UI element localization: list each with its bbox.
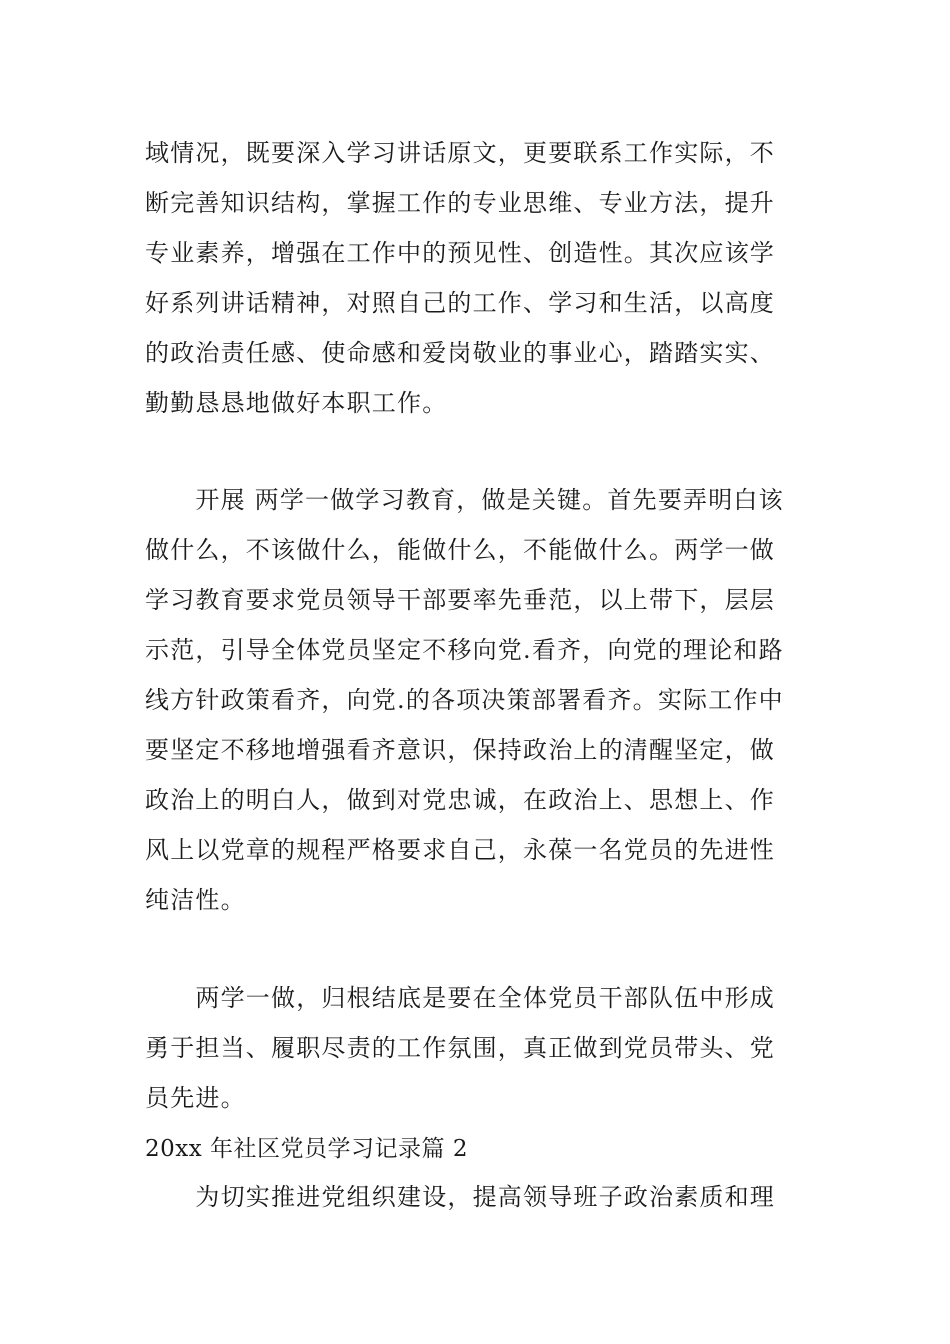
paragraph-1 xyxy=(145,128,809,428)
paragraph-line: 两学一做，归根结底是要在全体党员干部队伍中形成 xyxy=(145,984,775,1012)
paragraph-3 xyxy=(145,973,809,1123)
paragraph-line: 好系列讲话精神，对照自己的工作、学习和生活，以高度 xyxy=(145,289,775,317)
paragraph-line: 示范，引导全体党员坚定不移向党.看齐，向党的理论和路 xyxy=(145,636,784,664)
paragraph-line: 做什么，不该做什么，能做什么，不能做什么。两学一做 xyxy=(145,536,775,564)
paragraph-line: 勇于担当、履职尽责的工作氛围，真正做到党员带头、党 xyxy=(145,1034,775,1062)
paragraph-line: 线方针政策看齐，向党.的各项决策部署看齐。实际工作中 xyxy=(145,686,784,714)
paragraph-4 xyxy=(145,1172,809,1222)
paragraph-line: 学习教育要求党员领导干部要率先垂范，以上带下，层层 xyxy=(145,586,775,614)
paragraph-line: 的政治责任感、使命感和爱岗敬业的事业心，踏踏实实、 xyxy=(145,339,775,367)
paragraph-line: 专业素养，增强在工作中的预见性、创造性。其次应该学 xyxy=(145,239,775,267)
paragraph-line: 开展 两学一做学习教育，做是关键。首先要弄明白该 xyxy=(145,486,784,514)
paragraph-line: 为切实推进党组织建设，提高领导班子政治素质和理 xyxy=(145,1183,775,1211)
paragraph-line: 域情况，既要深入学习讲话原文，更要联系工作实际，不 xyxy=(145,139,775,167)
paragraph-line: 员先进。 xyxy=(145,1084,246,1112)
section-heading: 20xx 年社区党员学习记录篇 2 xyxy=(145,1136,468,1162)
paragraph-line: 断完善知识结构，掌握工作的专业思维、专业方法，提升 xyxy=(145,189,775,217)
paragraph-line: 政治上的明白人，做到对党忠诚，在政治上、思想上、作 xyxy=(145,786,775,814)
paragraph-line: 要坚定不移地增强看齐意识，保持政治上的清醒坚定，做 xyxy=(145,736,775,764)
paragraph-line: 风上以党章的规程严格要求自己，永葆一名党员的先进性 xyxy=(145,836,775,864)
paragraph-line: 勤勤恳恳地做好本职工作。 xyxy=(145,389,448,417)
paragraph-2 xyxy=(145,475,809,925)
paragraph-line: 纯洁性。 xyxy=(145,886,246,914)
